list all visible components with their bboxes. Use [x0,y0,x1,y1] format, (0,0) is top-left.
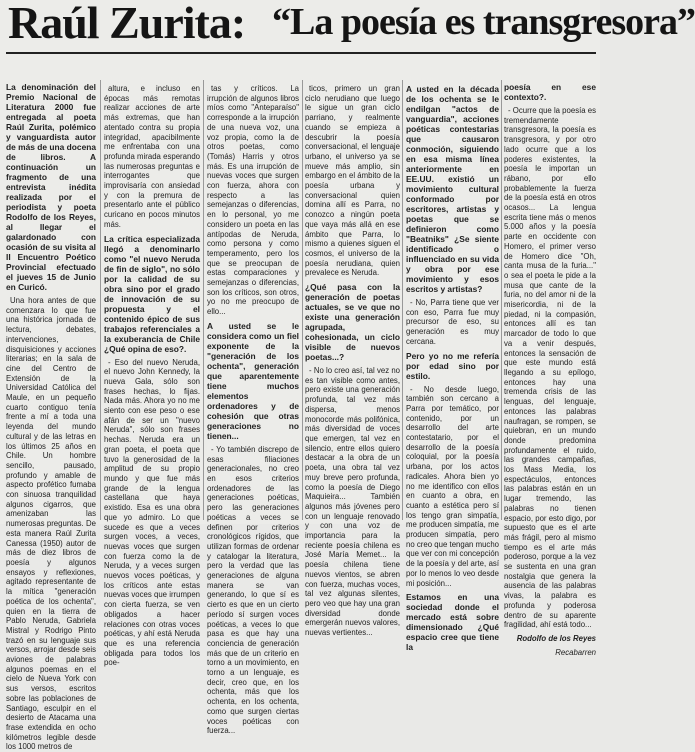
question-paragraph: A usted se le considera como un fiel exponente de la "generación de los ochenta", generación que aparentemente tiene muchos elementos ordenadores y de cohesión que otras generaciones no tienen... [207,320,299,441]
column-2 [104,84,200,668]
column-rule [100,80,101,520]
answer-paragraph: tas y críticos. La irrupción de algunos libros míos como "Anteparaíso" corresponde a la irrupción de una nueva voz, una voz propia, como la de otros poetas, como (Tomás) Harris y otros más. Es una irrupción de nuevas voces que surgen con fuerza, ahora con respecto a las semejanzas o diferencias, en lo personal, yo me considero un poeta en las antípodas de Neruda, como persona y como temperamento, pero los que se preocupan de estas comparaciones y semejanzas o diferencias, son los críticos, son otros, yo no me preocupo de ello... [207,84,299,317]
answer-paragraph: - Yo también discrepo de esas filiaciones generacionales, no creo en esos criterios ordenadores de las generaciones poéticas, pero las generaciones poéticas a veces se definen por criterios cronológicos rígidos, que utilizan formas de ordenar y catalogar la literatura, pero la verdad que las generaciones de alguna manera se van generando, lo que sí es cierto es que en un cierto período sí surgen voces poéticas, a veces lo que pasa es que hay una conciencia de generación más que de un criterio en torno a un movimiento, en torno a un lenguaje, es decir, creo que, en los ochenta, más que los ochenta, en los ochenta, como que surgen ciertas voces poéticas con fuerza... [207,444,299,736]
intro-paragraph: La denominación del Premio Nacional de Literatura 2000 fue entregada al poeta Raúl Zurita, polémico y vanguardista autor de más de una docena de libros. A continuación un fragmento de una entrevista inédita realizada por el periodista y poeta Rodolfo de los Reyes, al llegar el galardonado con ocasión de su visita al II Encuentro Poético Provincial efectuado el jueves 15 de Junio en Curicó. [6,82,96,292]
author-signature-surname: Recabarren [555,647,596,657]
column-rule [203,80,204,520]
column-rule [402,80,403,520]
column-rule [501,80,502,520]
answer-paragraph: - No desde luego, también son cercano a Parra por temático, por contenido, por un desarrollo del arte contestatario, por el desarrollo de la poesía coloquial, por la poesía urbana, por los actos radicales. Ahora bien yo no me identifico con ellos en cuanto a obra, en cuanto a estética pero sí los tengo gran simpatía, me producen simpatía, me producen simpatía, pero no creo que tengan mucho que ver con mi concepción de la poesía y del arte, así por lo menos lo veo desde mi posición... [406,384,499,588]
answer-paragraph: - Eso del nuevo Neruda, el nuevo John Kennedy, la nueva Gala, sólo son frases hechas, lo fijas. Nada más. Ahora yo no me siento con ese peso o ese afán de ser un "nuevo Neruda", sólo son frases hechas. Neruda era un gran poeta, el poeta que tuvo la generosidad de la amplitud de su propio mundo y que fue más grande de la lengua castellana que haya existido. Esa es una obra que yo admiro. Lo que sucede es que a veces surgen voces, a veces, nuevas voces que surgen con fuerza como la de Neruda, y a veces surgen nuevos voces poéticas, y los críticos ante estas nuevas voces que irrumpen con cierta fuerza, se ven obligados a hacer relaciones con otras voces poéticas, y ahí está Neruda que es una referencia obligada para todos los poe- [104,357,200,668]
column-5 [406,84,499,653]
question-paragraph: ¿Qué pasa con la generación de poetas actuales, se ve que no existe una generación agrupada, cohesionada, un ciclo visible de nuevos poetas...? [305,282,400,363]
column-3 [207,84,299,736]
question-paragraph: Estamos en una sociedad donde el mercado está sobre dimensionado ¿Qué espacio cree que tiene la [406,592,499,653]
column-1 [6,82,96,752]
answer-paragraph: ticos, primero un gran ciclo nerudiano que luego le sigue un gran ciclo parriano, y realmente cuando se empieza a descubrir la poesía conversacional, el lenguaje urbano, el universo ya se mueve más amplio, sin embargo en el ámbito de la poesía urbana y conversacional quien domina allí es Parra, no conozco a ningún poeta que vaya más allá en ese ámbito que Parra, lo mismo a quienes siguen el cosmos, el universo de la poesía nerudiana, quien prevalece es Neruda. [305,84,400,278]
question-paragraph: poesía en ese contexto?. [504,82,596,102]
question-paragraph: Pero yo no me refería por edad sino por estilo. [406,350,499,381]
question-paragraph: La crítica especializada llegó a denominarlo como "el nuevo Neruda de fin de siglo", no sólo por la calidad de su obra sino por el grado de innovación de su propuesta y el contenido épico de sus trabajos referenciales a la exuberancia de Chile ¿Qué opina de eso?. [104,233,200,354]
headline [6,0,695,54]
body-paragraph: altura, e incluso en épocas más remotas realizar acciones de arte más extremas, que han atentado contra su propia integridad, apacibilmente me enfrentaba con una profunda mirada esperando las numerosas preguntas e interrogantes que improvisaría con ansiedad y con la premura de presentarlo ante el público curicano en pocos minutos más. [104,84,200,229]
author-signature: Rodolfo de los Reyes [516,633,596,643]
headline-quote: “La poesía es transgresora” [272,1,695,43]
column-rule [302,80,303,520]
answer-paragraph: - No lo creo así, tal vez no es tan visible como antes, pero existe una generación profunda, tal vez más dispersa, menos monocorde más polifónica, más diversidad de voces que emergen, tal vez en silencio, entre ellos quiero destacar a la obra de un poeta, una obra tal vez muy breve pero profunda, como la poesía de Diego Maquieira... También algunos más jóvenes pero con un lenguaje renovado y con una voz de importancia para la reciente poesía chilena es José María Memet... la poesía chilena tiene nuevos vientos, se abren con fuerza, muchas voces, tal vez algunas silentes, pero veo que hay una gran diversidad donde emergerán nuevos valores, nuevas vertientes... [305,366,400,638]
answer-paragraph: - Ocurre que la poesía es tremendamente transgresora, la poesía es transgresora, y por otro lado ocurre que a los poderes existentes, la poesía le importan un rábano, por ello probablemente la fuerza de la poesía está en otros ocasos... La lengua escrita tiene más o menos 5.000 años y la poesía parte en occidente con Homero, el primer verso de Homero dice "Oh, canta musa de la furia..." o sea el poeta le pide a la musa que cante de la furia, no del amor ni de la misericordia, ni de la piedad, ni la compasión, entonces allí es tan marcador de todo lo que va a venir después, entonces la sensación de que este mundo está llegando a su epílogo, entonces hay una tremenda crisis de las lenguas, del lenguaje, entonces las palabras naufragan, se rompen, se quiebran, en un mundo donde predomina profundamente el ruido, las grandes campañas, los Mass Media, los espectáculos, entonces las palabras están en un lugar tremendo, las palabras no tienen espacio, por esto digo, por supuesto que es el arte más frágil, pero al mismo tiempo es el arte más poderoso, porque a la vez se sustenta en una gran nostalgia que genera la ausencia de las palabras vivas, la palabra es profunda y poderosa dentro de su aparente fragilidad, ahí está todo... [504,106,596,630]
body-paragraph: Una hora antes de que comenzara lo que fue una histórica jornada de lectura, debates, intervenciones, disquisiciones y acciones literarias; en la sala de cine del Centro de Extensión de la Universidad Católica del Maule, en un pequeño cuarto contiguo tenía frente a mí a toda una leyenda del mundo cultural y de las letras en los últimos 25 años en Chile. Un hombre sencillo, pausado, profundo y amable de aspecto profético fumaba con sinuosa tranquilidad algunos cigarros, que amenizaban las numerosas preguntas. De esta manera Raúl Zurita Canessa (1950) autor de más de diez libros de poesía y algunos ensayos y reflexiones, agitado representante de la mítica "generación poética de los ochenta", quien en la tierra de Pablo Neruda, Gabriela Mistral y Rodrigo Pinto trazó en su lenguaje sus versos, arrojar desde seis aviones de palabras algunos poemas en el cielo de Nueva York con sus versos, escritos sobre las poblaciones de Santiago, esculpir en el desierto de Atacama una frase extendida en ocho kilómetros legible desde los 1000 metros de [6,296,96,752]
column-6 [504,82,596,657]
column-4 [305,84,400,638]
headline-name: Raúl Zurita: [8,0,246,48]
answer-paragraph: - No, Parra tiene que ver con eso, Parra fue muy precursor de eso, su generación es muy cercana. [406,298,499,346]
question-paragraph: A usted en la década de los ochenta se le endilgan "actos de vanguardia", acciones poéticas contestarias que causaron conmoción, siguiendo en esa misma línea anteriormente en EE.UU. existió un movimiento cultural conformado por escritores, artistas y poetas que se definieron como "Beatniks" ¿Se siente identificado o influenciado en su vida y obra por ese movimiento y esos escritos y artistas? [406,84,499,294]
